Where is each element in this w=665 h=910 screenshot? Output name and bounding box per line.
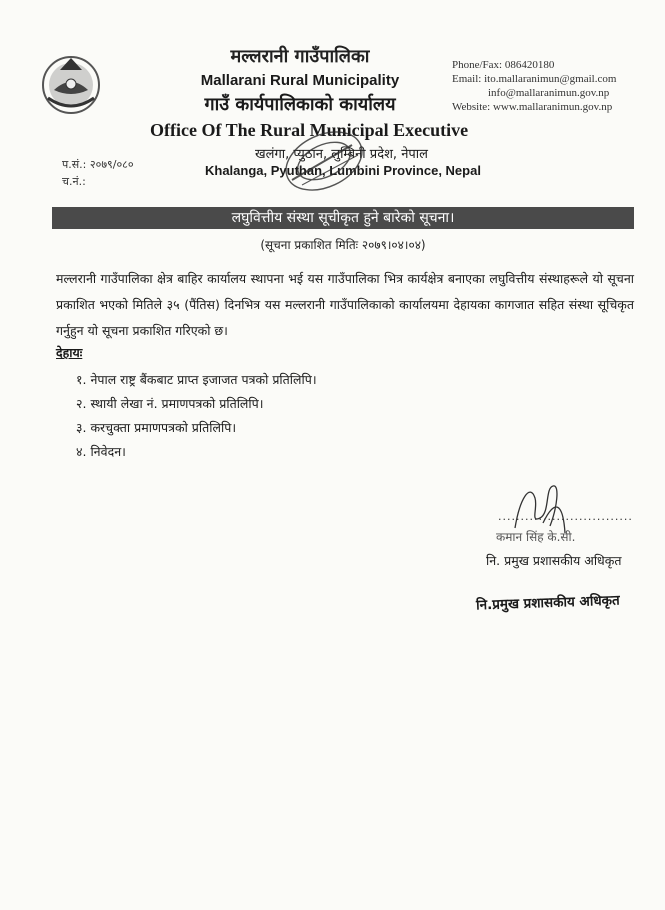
document-list	[76, 368, 317, 464]
list-item: ४. निवेदन।	[76, 444, 126, 459]
signatory-name: कमान सिंह के.सी.	[496, 530, 576, 544]
dehaya-label: देहायः	[56, 345, 83, 360]
list-item: १. नेपाल राष्ट्र बैंकबाट प्राप्त इजाजत पत्रको प्रतिलिपि।	[76, 372, 317, 387]
contact-website: Website: www.mallaranimun.gov.np	[452, 101, 613, 113]
list-item: ३. करचुक्ता प्रमाणपत्रको प्रतिलिपि।	[76, 420, 237, 435]
contact-email-1: Email: ito.mallaranimun@gmail.com	[452, 73, 617, 85]
contact-phone: Phone/Fax: 086420180	[452, 59, 555, 71]
office-name-np: गाउँ कार्यपालिकाको कार्यालय	[204, 94, 396, 115]
contact-email-2: info@mallaranimun.gov.np	[488, 87, 610, 99]
address-np: खलंगा, प्युठान, लुम्बिनी प्रदेश, नेपाल	[255, 147, 428, 162]
contact-block	[452, 58, 616, 114]
municipality-name-en: Mallarani Rural Municipality	[200, 72, 400, 89]
reference-block	[62, 156, 134, 190]
office-stamp-icon	[262, 125, 372, 200]
patra-sankhya: प.सं.: २०७९/०८०	[62, 158, 134, 171]
municipality-name-np: मल्लरानी गाउँपालिका	[230, 46, 370, 67]
list-item: २. स्थायी लेखा नं. प्रमाणपत्रको प्रतिलिपि।	[76, 396, 264, 411]
office-name-en: Office Of The Rural Municipal Executive	[150, 120, 469, 140]
signatory-stamp-title: नि.प्रमुख प्रशासकीय अधिकृत	[475, 592, 620, 614]
notice-title: लघुवित्तीय संस्था सूचीकृत हुने बारेको सूचना।	[231, 210, 455, 226]
address-en: Khalanga, Pyuthan, Lumbini Province, Nepal	[205, 163, 481, 178]
chalani-number: च.नं.:	[62, 175, 86, 188]
nepal-emblem-icon	[38, 50, 104, 116]
signature-line: ..............................	[498, 510, 633, 523]
published-date: (सूचना प्रकाशित मितिः २०७९।०४।०४)	[260, 238, 426, 252]
notice-body: मल्लरानी गाउँपालिका क्षेत्र बाहिर कार्यालय स्थापना भई यस गाउँपालिका भित्र कार्यक्षेत्र बनाएका लघुवित्तीय संस्थाहरूले यो सूचना प्रकाशित भएको मितिले ३५ (पैंतिस) दिनभित्र यस मल्लरानी गाउँपालिकाको कार्यालयमा देहायका कागजात सहित संस्था सूचिकृत गर्नुहुन यो सूचना प्रकाशित गरिएको छ।	[56, 271, 634, 338]
signatory-title: नि. प्रमुख प्रशासकीय अधिकृत	[486, 553, 622, 568]
